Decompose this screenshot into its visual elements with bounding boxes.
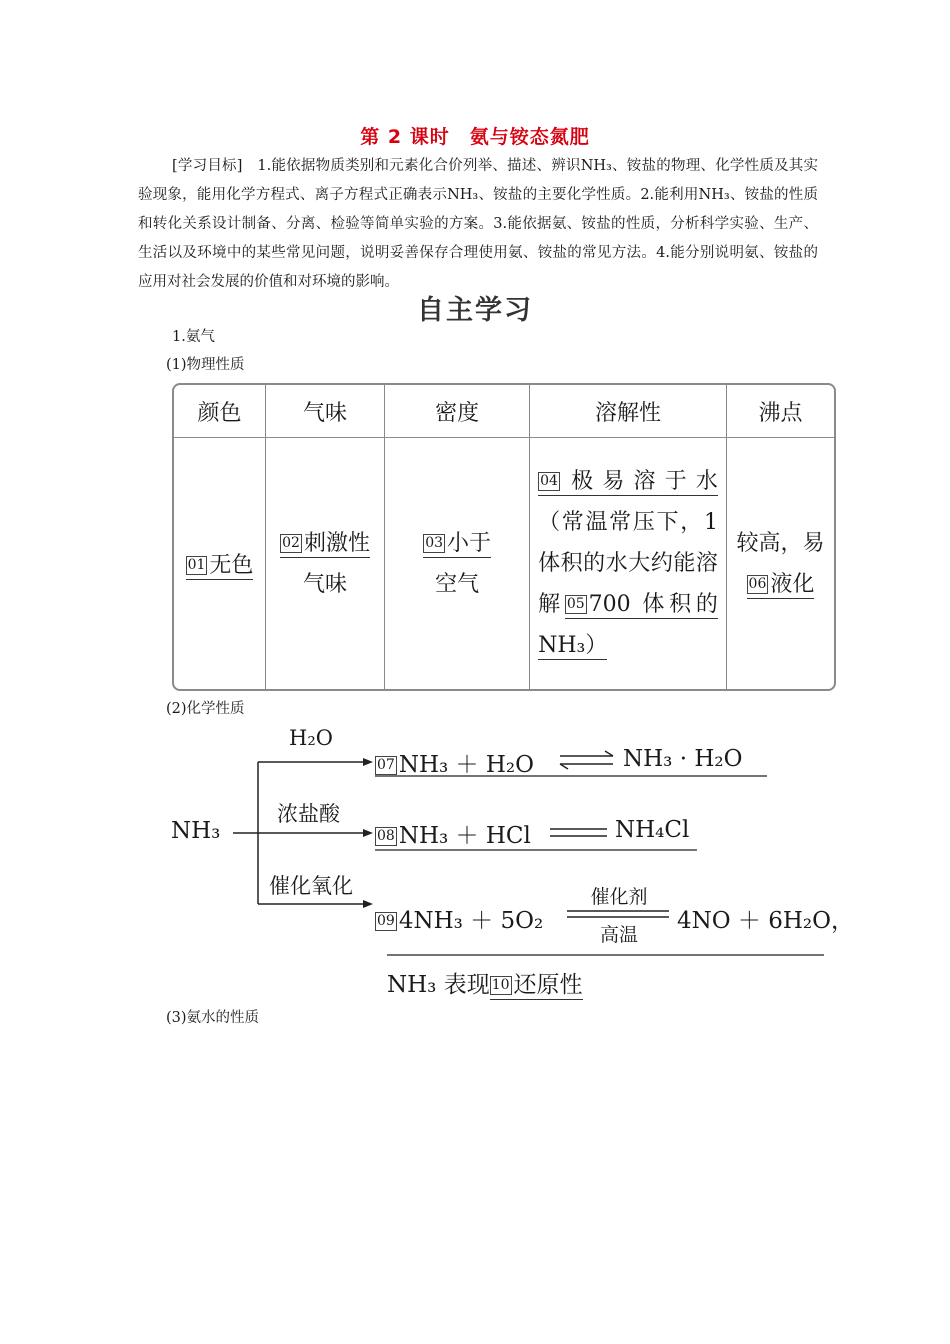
answer-blank	[423, 531, 491, 558]
answer-blank	[490, 972, 583, 1000]
answer-blank	[747, 572, 815, 599]
answer-text: 液化	[770, 571, 815, 597]
answer-text: 还原性	[513, 972, 583, 998]
chemical-properties-heading: (2)化学性质	[166, 701, 245, 717]
answer-text: 极易溶于水	[561, 469, 718, 494]
reaction-water-product: NH₃ · H₂O	[623, 746, 743, 772]
item-ammonia-heading: 1.氨气	[172, 329, 215, 345]
header-color: 颜色	[174, 385, 265, 438]
header-boiling-point: 沸点	[726, 385, 834, 438]
answer-blank	[538, 469, 718, 496]
answer-text-line2: 空气	[435, 571, 480, 597]
condition-hcl: 浓盐酸	[277, 802, 340, 826]
blank-number: 03	[425, 534, 444, 551]
cell-color	[174, 438, 265, 690]
answer-blank	[280, 531, 370, 558]
answer-blank	[538, 592, 718, 660]
reaction-oxidation-product: 4NO ＋ 6H₂O，	[677, 908, 855, 934]
answer-text: 刺激性	[303, 530, 370, 556]
answer-text: 小于	[447, 530, 492, 556]
ammonia-source: NH₃	[171, 818, 221, 844]
answer-blank	[186, 553, 254, 580]
tail-prefix: NH₃ 表现	[387, 972, 490, 998]
cell-solubility	[530, 438, 727, 690]
section-heading: 自主学习	[417, 295, 533, 326]
solubility-note: （常温常压下，1体积的水大约能溶解	[538, 510, 718, 617]
blank-number: 07	[377, 757, 395, 773]
reaction-hcl	[375, 817, 531, 850]
reducing-property-line	[387, 966, 583, 999]
blank-number: 05	[566, 596, 585, 612]
reaction-oxidation	[375, 902, 543, 935]
blank-number: 06	[748, 575, 767, 592]
lesson-title: 第 2 课时 氨与铵态氮肥	[360, 126, 590, 148]
blank-number: 02	[282, 534, 300, 551]
answer-text-line2: 气味	[303, 571, 348, 597]
header-solubility: 溶解性	[530, 385, 727, 438]
reaction-lhs: 4NH₃ ＋ 5O₂	[398, 908, 544, 934]
ammonia-water-heading: (3)氨水的性质	[166, 1010, 260, 1026]
reaction-lhs: NH₃ ＋ HCl	[398, 823, 531, 849]
header-odor: 气味	[265, 385, 384, 438]
condition-water: H₂O	[289, 726, 333, 750]
physical-properties-heading: (1)物理性质	[166, 357, 245, 373]
heat-label: 高温	[599, 924, 638, 946]
reaction-lhs: NH₃ ＋ H₂O	[398, 752, 534, 778]
catalyst-label: 催化剂	[590, 886, 648, 908]
reaction-diagram	[165, 720, 855, 1010]
table-header-row	[174, 385, 834, 438]
cell-boiling-point	[726, 438, 834, 690]
answer-text: 700 体积的 NH₃）	[538, 592, 718, 658]
blank-number: 01	[187, 557, 206, 573]
table-row	[174, 438, 834, 690]
answer-text: 无色	[209, 553, 254, 578]
blank-number: 08	[377, 828, 395, 844]
boiling-text: 较高，易	[736, 530, 825, 556]
cell-density	[385, 438, 530, 690]
blank-number: 09	[377, 913, 395, 929]
physical-properties-table	[172, 383, 836, 691]
condition-oxidation: 催化氧化	[269, 874, 353, 898]
blank-number: 10	[491, 977, 510, 993]
reaction-hcl-product: NH₄Cl	[615, 817, 690, 843]
reaction-water	[375, 746, 534, 779]
cell-odor	[265, 438, 384, 690]
header-density: 密度	[385, 385, 530, 438]
learning-objectives: [学习目标] 1.能依据物质类别和元素化合价列举、描述、辨识NH₃、铵盐的物理、化学性质及其实验现象，能用化学方程式、离子方程式正确表示NH₃、铵盐的主要化学性质。2.能利用NH₃、铵盐的性质和转化关系设计制备、分离、检验等简单实验的方案。3.能依据氨、铵盐的性质，分析科学实验、生产、生活以及环境中的某些常见问题，说明妥善保存合理使用氨、铵盐的常见方法。4.能分别说明氨、铵盐的应用对社会发展的价值和对环境的影响。	[138, 158, 818, 290]
blank-number: 04	[540, 473, 558, 489]
